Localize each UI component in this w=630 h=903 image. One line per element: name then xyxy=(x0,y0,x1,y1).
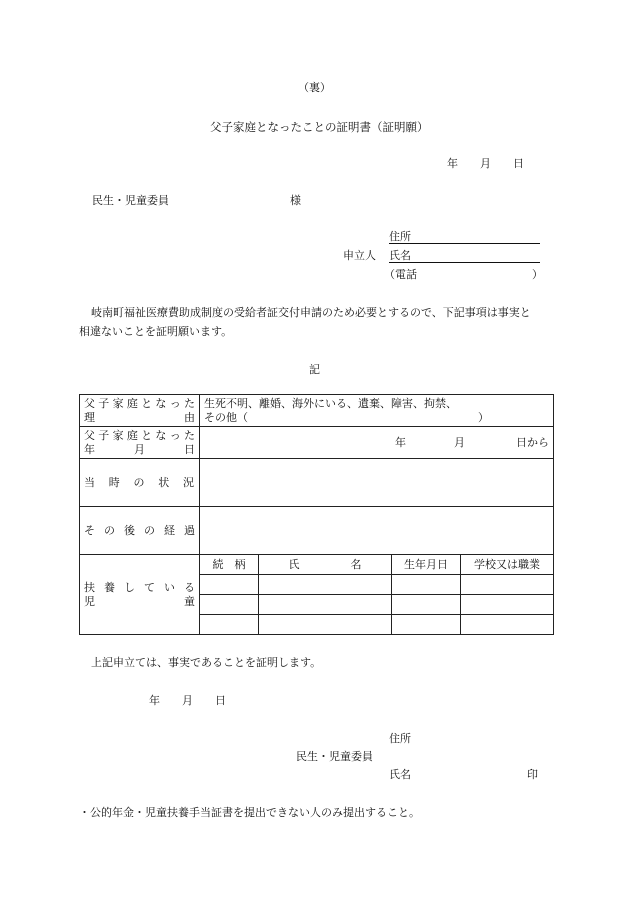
reason-label-cell xyxy=(80,395,200,427)
reason-label-ri: 理 xyxy=(84,410,95,424)
date-value-year: 年 xyxy=(395,435,406,449)
applicant-address-line xyxy=(389,243,540,244)
applicant-role-label: 申立人 xyxy=(343,249,376,262)
reason-label-line-1: 父子家庭となった xyxy=(84,396,195,410)
side-label: （裏） xyxy=(298,81,331,94)
children-label-line-2 xyxy=(84,595,195,609)
request-text-line-1: 岐南町福祉医療費助成制度の受給者証交付申請のため必要とするので、下記事項は事実と xyxy=(91,306,531,319)
applicant-name-line xyxy=(389,262,540,263)
date-label-line-1: 父子家庭となった xyxy=(84,428,195,442)
col-name-header xyxy=(259,555,392,575)
reason-other-line xyxy=(204,411,549,425)
date-label-year: 年 xyxy=(84,442,95,456)
applicant-name-label: 氏名 xyxy=(389,249,411,262)
certification-statement: 上記申立ては、事実であることを証明します。 xyxy=(91,656,322,669)
request-text-line-2: 相違ないことを証明願います。 xyxy=(79,325,233,338)
children-label-line-1: 扶養している xyxy=(84,580,195,594)
addressee-label: 民生・児童委員 xyxy=(92,194,169,207)
child-3-school[interactable] xyxy=(461,615,554,635)
applicant-address-label: 住所 xyxy=(389,230,411,243)
col-relation-header: 続 柄 xyxy=(200,555,259,575)
child-2-name[interactable] xyxy=(259,595,392,615)
children-label-cell xyxy=(80,555,200,635)
date-label-month: 月 xyxy=(134,442,145,456)
reason-other-close: ） xyxy=(478,410,489,424)
date-value-line xyxy=(204,436,549,450)
seal-label: 印 xyxy=(527,768,538,781)
reason-other-open: その他（ xyxy=(204,410,248,424)
child-2-school[interactable] xyxy=(461,595,554,615)
child-3-relation[interactable] xyxy=(200,615,259,635)
date-value-day: 日から xyxy=(516,435,549,449)
date-label-cell xyxy=(80,427,200,459)
after-label: その後の経過 xyxy=(84,523,195,537)
reason-label-yu: 由 xyxy=(184,410,195,424)
reason-value-cell[interactable] xyxy=(200,395,554,427)
child-1-relation[interactable] xyxy=(200,575,259,595)
certifier-officer-label: 民生・児童委員 xyxy=(296,750,373,763)
certifier-address-label: 住所 xyxy=(389,732,411,745)
situation-row xyxy=(80,459,554,507)
situation-value-cell[interactable] xyxy=(200,459,554,507)
child-1-name[interactable] xyxy=(259,575,392,595)
ki-heading: 記 xyxy=(309,363,320,376)
child-3-birth[interactable] xyxy=(392,615,461,635)
date-row xyxy=(80,427,554,459)
date-value-month: 月 xyxy=(454,435,465,449)
child-1-school[interactable] xyxy=(461,575,554,595)
date-value-cell[interactable] xyxy=(200,427,554,459)
child-2-relation[interactable] xyxy=(200,595,259,615)
col-school-header: 学校又は職業 xyxy=(461,555,554,575)
children-label-ji: 児 xyxy=(84,594,95,608)
children-header-row xyxy=(80,555,554,575)
col-name-header-a: 氏 xyxy=(288,557,300,571)
reason-row xyxy=(80,395,554,427)
after-row xyxy=(80,507,554,555)
reason-label-line-2 xyxy=(84,411,195,425)
footnote: ・公的年金・児童扶養手当証書を提出できない人のみ提出すること。 xyxy=(79,806,420,819)
child-3-name[interactable] xyxy=(259,615,392,635)
child-2-birth[interactable] xyxy=(392,595,461,615)
date-label-line-2 xyxy=(84,443,195,457)
child-1-birth[interactable] xyxy=(392,575,461,595)
after-label-cell xyxy=(80,507,200,555)
addressee-honorific: 様 xyxy=(290,194,301,207)
children-label-dou: 童 xyxy=(184,594,195,608)
col-name-header-b: 名 xyxy=(350,557,362,571)
date-line: 年 月 日 xyxy=(447,157,524,170)
certification-date-line: 年 月 日 xyxy=(149,694,226,707)
details-table xyxy=(79,394,554,635)
reason-options: 生死不明、離婚、海外にいる、遺棄、障害、拘禁、 xyxy=(204,396,457,410)
date-label-day: 日 xyxy=(184,442,195,456)
applicant-phone-close: ） xyxy=(532,268,543,281)
applicant-phone-open: （電話 xyxy=(384,268,417,281)
after-value-cell[interactable] xyxy=(200,507,554,555)
col-birth-header: 生年月日 xyxy=(392,555,461,575)
situation-label-cell xyxy=(80,459,200,507)
certifier-name-label: 氏名 xyxy=(389,768,411,781)
situation-label: 当時の状況 xyxy=(84,475,195,489)
document-title: 父子家庭となったことの証明書（証明願） xyxy=(210,120,429,134)
